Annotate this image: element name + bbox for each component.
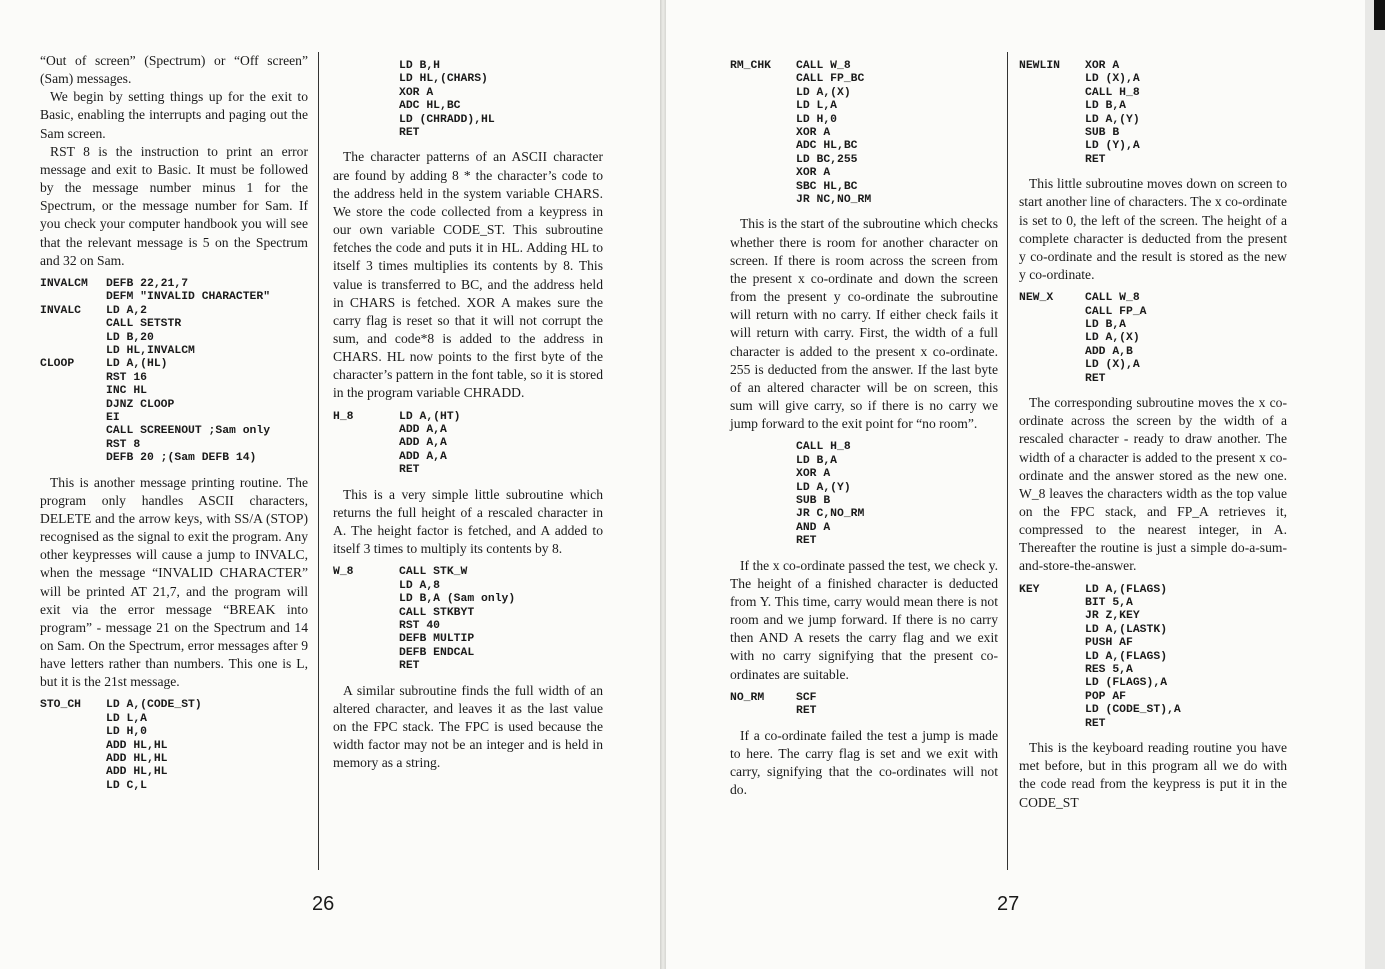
code-line — [1019, 677, 1287, 690]
code-instruction: LD A,(FLAGS) — [1085, 583, 1168, 596]
code-instruction: DEFB 22,21,7 — [106, 277, 189, 290]
code-instruction: RST 16 — [106, 371, 148, 384]
code-instruction: CALL FP_BC — [796, 73, 865, 86]
code-line — [333, 451, 603, 464]
paragraph: We begin by setting things up for the exit to Basic, enabling the interrupts and paging out the Sam screen. — [40, 89, 308, 141]
code-line — [730, 100, 998, 113]
code-line — [40, 291, 308, 304]
code-instruction: LD A,(X) — [1085, 332, 1140, 345]
code-instruction: AND A — [796, 521, 831, 534]
code-line — [1019, 704, 1287, 717]
code-instruction: LD A,(FLAGS) — [1085, 650, 1168, 663]
code-line — [1019, 597, 1287, 610]
code-line — [333, 100, 603, 113]
code-instruction: JR NC,NO_RM — [796, 194, 872, 207]
left-page — [0, 0, 660, 969]
code-instruction: JR Z,KEY — [1085, 610, 1140, 623]
paragraph: A similar subroutine finds the full width of an altered character, and leaves it as the last value on the FPC stack. The FPC is used because the width factor may not be an integer and is held in memory as a string. — [333, 682, 603, 771]
code-line — [1019, 306, 1287, 319]
code-instruction: SCF — [796, 691, 817, 704]
code-line — [1019, 691, 1287, 704]
code-line — [40, 385, 308, 398]
paragraph: This is the start of the subroutine which checks whether there is room for another character on screen. If there is room across the screen from the present x co-ordinate and down the screen from the present y co-ordinate the subroutine will return with no carry. If either check fails it will return with carry. First, the width of a full character is added to the present x co-ordinate. 255 is deducted from the answer. If the last byte of an altered character will be on screen, this sum will give carry, so if there is no carry we jump forward to the exit point for “no room”. — [730, 216, 998, 432]
code-instruction: XOR A — [399, 86, 434, 99]
code-instruction: DEFB MULTIP — [399, 633, 475, 646]
code-line — [40, 439, 308, 452]
code-instruction: LD L,A — [796, 100, 838, 113]
code-instruction: LD H,0 — [106, 726, 148, 739]
code-instruction: ADC HL,BC — [796, 140, 858, 153]
code-instruction: LD H,0 — [796, 113, 838, 126]
code-listing — [1019, 60, 1287, 167]
code-instruction: LD BC,255 — [796, 153, 858, 166]
code-line — [333, 580, 603, 593]
code-line — [333, 87, 603, 100]
code-instruction: LD A,(X) — [796, 86, 851, 99]
paragraph: If the x co-ordinate passed the test, we check y. The height of a finished character is deducted from Y. This time, carry would mean there is not room and we jump forward. If there is no carry then AND A resets the carry flag and we exit with no carry signifying that the present co-ordinates are suitable. — [730, 557, 998, 682]
code-instruction: ADD HL,HL — [106, 753, 168, 766]
code-line — [1019, 100, 1287, 113]
code-line — [40, 278, 308, 291]
code-label: RM_CHK — [730, 60, 772, 72]
code-label: STO_CH — [40, 699, 82, 712]
code-instruction: RES 5,A — [1085, 664, 1133, 677]
code-instruction: LD B,A — [1085, 319, 1127, 331]
code-line — [1019, 319, 1287, 332]
code-label: CLOOP — [40, 358, 75, 371]
code-instruction: PUSH AF — [1085, 637, 1133, 650]
code-instruction: LD (Y),A — [1085, 140, 1140, 153]
code-instruction: ADD HL,HL — [106, 766, 168, 779]
code-label: W_8 — [333, 566, 354, 579]
code-instruction: CALL SETSTR — [106, 318, 182, 331]
code-line — [730, 73, 998, 86]
code-instruction: DEFM "INVALID CHARACTER" — [106, 291, 271, 304]
code-line — [730, 127, 998, 140]
code-line — [333, 593, 603, 606]
code-instruction: LD (CHRADD),HL — [399, 113, 495, 126]
code-line — [333, 633, 603, 646]
code-label: NEWLIN — [1019, 60, 1061, 72]
code-line — [333, 411, 603, 424]
code-instruction: CALL STKBYT — [399, 606, 475, 619]
code-instruction: ADD A,A — [399, 450, 447, 463]
code-listing — [730, 692, 998, 719]
code-line — [1019, 73, 1287, 86]
right-column-1 — [730, 52, 998, 799]
code-line — [40, 345, 308, 358]
code-instruction: LD C,L — [106, 779, 148, 792]
code-label: NO_RM — [730, 691, 765, 704]
code-instruction: XOR A — [796, 468, 831, 481]
code-listing — [333, 60, 603, 140]
paragraph: This is another message printing routine. The program only handles ASCII characters, DELETE and the arrow keys, with SS/A (STOP) recognised as the signal to exit the program. Any other keypresses will cause a jump to INVALC, when the message “INVALID CHARACTER” will be printed AT 21,7, and the program will exit via the error message “BREAK into program” - message 21 on the Spectrum and 14 on Sam. On the Spectrum, error messages after 9 have letters rather than numbers. This one is L, but it is the 21st message. — [40, 474, 308, 690]
code-line — [730, 455, 998, 468]
code-line — [730, 482, 998, 495]
code-line — [1019, 373, 1287, 386]
code-line — [40, 358, 308, 371]
code-instruction: LD A,2 — [106, 304, 148, 317]
code-instruction: XOR A — [796, 167, 831, 180]
code-line — [40, 332, 308, 345]
code-line — [333, 73, 603, 86]
code-instruction: LD HL,INVALCM — [106, 344, 195, 357]
code-instruction: LD (X),A — [1085, 359, 1140, 372]
code-line — [1019, 624, 1287, 637]
code-line — [333, 620, 603, 633]
code-instruction: LD A,(CODE_ST) — [106, 699, 202, 712]
code-line — [40, 412, 308, 425]
code-instruction: DEFB 20 ;(Sam DEFB 14) — [106, 452, 257, 465]
code-instruction: RET — [1085, 717, 1106, 730]
code-instruction: LD (CODE_ST),A — [1085, 704, 1181, 717]
code-label: INVALCM — [40, 277, 88, 290]
code-line — [40, 318, 308, 331]
code-instruction: LD B,H — [399, 60, 441, 72]
code-line — [40, 425, 308, 438]
code-line — [730, 87, 998, 100]
code-line — [730, 194, 998, 207]
code-instruction: LD B,A — [1085, 100, 1127, 113]
code-instruction: SUB B — [1085, 127, 1120, 140]
left-column-2 — [333, 52, 603, 772]
code-instruction: RET — [796, 535, 817, 548]
code-instruction: BIT 5,A — [1085, 597, 1133, 609]
left-column-1 — [40, 52, 308, 801]
code-instruction: ADD A,A — [399, 437, 447, 450]
code-line — [1019, 664, 1287, 677]
right-column-2 — [1019, 52, 1287, 812]
code-line — [730, 692, 998, 705]
code-line — [730, 535, 998, 548]
code-instruction: CALL STK_W — [399, 566, 468, 579]
code-line — [730, 522, 998, 535]
code-listing — [730, 441, 998, 548]
code-line — [730, 114, 998, 127]
paragraph: This is the keyboard reading routine you have met before, but in this program all we do with the code read from the keypress is put it in the CODE_ST — [1019, 740, 1287, 810]
code-instruction: CALL W_8 — [1085, 292, 1140, 305]
code-line — [333, 566, 603, 579]
code-instruction: LD A,(LASTK) — [1085, 623, 1168, 636]
code-line — [333, 660, 603, 673]
page-number-right: 27 — [997, 893, 1020, 915]
code-label: INVALC — [40, 304, 82, 317]
code-line — [1019, 359, 1287, 372]
code-line — [40, 726, 308, 739]
code-line — [333, 647, 603, 660]
column-divider — [1007, 52, 1008, 870]
code-instruction: CALL W_8 — [796, 60, 851, 72]
code-instruction: RET — [399, 127, 420, 140]
code-instruction: LD B,20 — [106, 331, 154, 344]
code-line — [40, 305, 308, 318]
code-listing — [1019, 584, 1287, 731]
code-line — [730, 495, 998, 508]
code-instruction: SUB B — [796, 494, 831, 507]
code-instruction: RET — [399, 464, 420, 477]
code-line — [1019, 718, 1287, 731]
code-listing — [333, 566, 603, 673]
code-line — [333, 607, 603, 620]
paragraph: The corresponding subroutine moves the x co-ordinate across the screen by the width of a rescaled character - ready to draw another. The width of a character is added to the present x co-ordinate and the answer stored as the new one. W_8 leaves the characters width as the top value on the FPC stack, and FP_A retrieves it, compressed to the nearest integer, in A. Thereafter the routine is just a simple do-a-sum-and-store-the-answer. — [1019, 395, 1287, 574]
code-line — [40, 753, 308, 766]
code-instruction: DEFB ENDCAL — [399, 646, 475, 659]
code-line — [1019, 140, 1287, 153]
code-instruction: LD A,(HT) — [399, 410, 461, 423]
code-line — [333, 114, 603, 127]
code-instruction: RET — [399, 660, 420, 673]
code-instruction: ADC HL,BC — [399, 100, 461, 113]
code-instruction: XOR A — [796, 127, 831, 140]
code-line — [1019, 292, 1287, 305]
code-line — [730, 181, 998, 194]
code-line — [1019, 346, 1287, 359]
paragraph: The character patterns of an ASCII character are found by adding 8 * the character’s code to the address held in the system variable CHARS. We store the code collected from a keypress in our own variable CODE_ST. This subroutine fetches the code and puts it in HL. Adding HL to itself 3 times multiplies its contents by 8. This value is transferred to BC, and the address held in CHARS is fetched. XOR A makes sure the carry flag is reset so that it will not corrupt the sum, and code*8 is added to the address in CHARS. HL now points to the first byte of the character’s pattern in the font table, so it is stored in the program variable CHRADD. — [333, 149, 603, 401]
code-line — [333, 464, 603, 477]
code-instruction: RET — [1085, 153, 1106, 166]
code-line — [1019, 154, 1287, 167]
code-line — [333, 60, 603, 73]
code-instruction: CALL FP_A — [1085, 305, 1147, 318]
code-line — [40, 713, 308, 726]
code-line — [1019, 651, 1287, 664]
code-instruction: SBC HL,BC — [796, 180, 858, 193]
right-page — [666, 0, 1365, 969]
code-instruction: CALL H_8 — [796, 441, 851, 454]
code-line — [1019, 127, 1287, 140]
code-instruction: JR C,NO_RM — [796, 508, 865, 521]
code-line — [1019, 637, 1287, 650]
code-line — [333, 437, 603, 450]
code-listing — [1019, 292, 1287, 386]
code-instruction: LD (X),A — [1085, 73, 1140, 86]
code-instruction: LD A,(Y) — [1085, 113, 1140, 126]
code-instruction: LD HL,(CHARS) — [399, 73, 488, 86]
code-line — [1019, 584, 1287, 597]
code-line — [40, 372, 308, 385]
code-line — [730, 468, 998, 481]
code-label: KEY — [1019, 583, 1040, 596]
paragraph: This little subroutine moves down on screen to start another line of characters. The x co-ordinate is set to 0, the left of the screen. The height of a complete character is deducted from the present y co-ordinate and the result is stored as the new y co-ordinate. — [1019, 176, 1287, 283]
code-line — [1019, 332, 1287, 345]
code-instruction: ADD A,B — [1085, 345, 1133, 358]
code-instruction: RST 40 — [399, 619, 441, 632]
code-instruction: RST 8 — [106, 438, 141, 451]
code-line — [333, 127, 603, 140]
code-line — [1019, 87, 1287, 100]
code-instruction: ADD A,A — [399, 424, 447, 437]
code-listing — [40, 278, 308, 466]
code-instruction: LD (FLAGS),A — [1085, 677, 1168, 690]
code-line — [730, 705, 998, 718]
code-instruction: ADD HL,HL — [106, 739, 168, 752]
code-line — [40, 740, 308, 753]
code-line — [730, 441, 998, 454]
paragraph: This is a very simple little subroutine which returns the full height of a rescaled character in A. The height factor is fetched, and A added to itself 3 times to multiply its contents by 8. — [333, 486, 603, 557]
code-line — [730, 154, 998, 167]
code-line — [40, 399, 308, 412]
code-line — [40, 452, 308, 465]
code-line — [40, 699, 308, 712]
code-instruction: LD A,(HL) — [106, 358, 168, 371]
code-instruction: LD L,A — [106, 712, 148, 725]
code-label: NEW_X — [1019, 292, 1054, 305]
code-line — [730, 60, 998, 73]
code-listing — [730, 60, 998, 207]
page-number-left: 26 — [312, 893, 335, 915]
code-instruction: RET — [796, 705, 817, 718]
code-label: H_8 — [333, 410, 354, 423]
code-instruction: LD B,A (Sam only) — [399, 593, 516, 606]
code-instruction: INC HL — [106, 385, 148, 398]
code-listing — [40, 699, 308, 793]
code-line — [333, 424, 603, 437]
paragraph: RST 8 is the instruction to print an error message and exit to Basic. It must be followed by the message number minus 1 for the Spectrum, or the message number for Sam. If you check your computer handbook you will see that the relevant message is 5 on the Spectrum and 32 on Sam. — [40, 143, 308, 268]
code-instruction: RET — [1085, 372, 1106, 385]
code-instruction: CALL H_8 — [1085, 86, 1140, 99]
code-line — [1019, 114, 1287, 127]
column-divider — [318, 52, 319, 870]
code-instruction: CALL SCREENOUT ;Sam only — [106, 425, 271, 438]
code-line — [730, 167, 998, 180]
code-instruction: LD A,(Y) — [796, 481, 851, 494]
code-line — [730, 508, 998, 521]
code-instruction: XOR A — [1085, 60, 1120, 72]
code-listing — [333, 411, 603, 478]
code-instruction: LD A,8 — [399, 579, 441, 592]
scan-edge — [1365, 0, 1385, 969]
paragraph: If a co-ordinate failed the test a jump is made to here. The carry flag is set and we exit with carry, signifying that the co-ordinates will not do. — [730, 727, 998, 797]
code-line — [40, 780, 308, 793]
code-line — [730, 140, 998, 153]
code-instruction: LD B,A — [796, 454, 838, 467]
code-line — [1019, 610, 1287, 623]
code-line — [40, 766, 308, 779]
code-instruction: POP AF — [1085, 690, 1127, 703]
code-line — [1019, 60, 1287, 73]
paragraph: “Out of screen” (Spectrum) or “Off screen” (Sam) messages. — [40, 53, 308, 87]
code-instruction: EI — [106, 411, 120, 424]
code-instruction: DJNZ CLOOP — [106, 398, 175, 411]
